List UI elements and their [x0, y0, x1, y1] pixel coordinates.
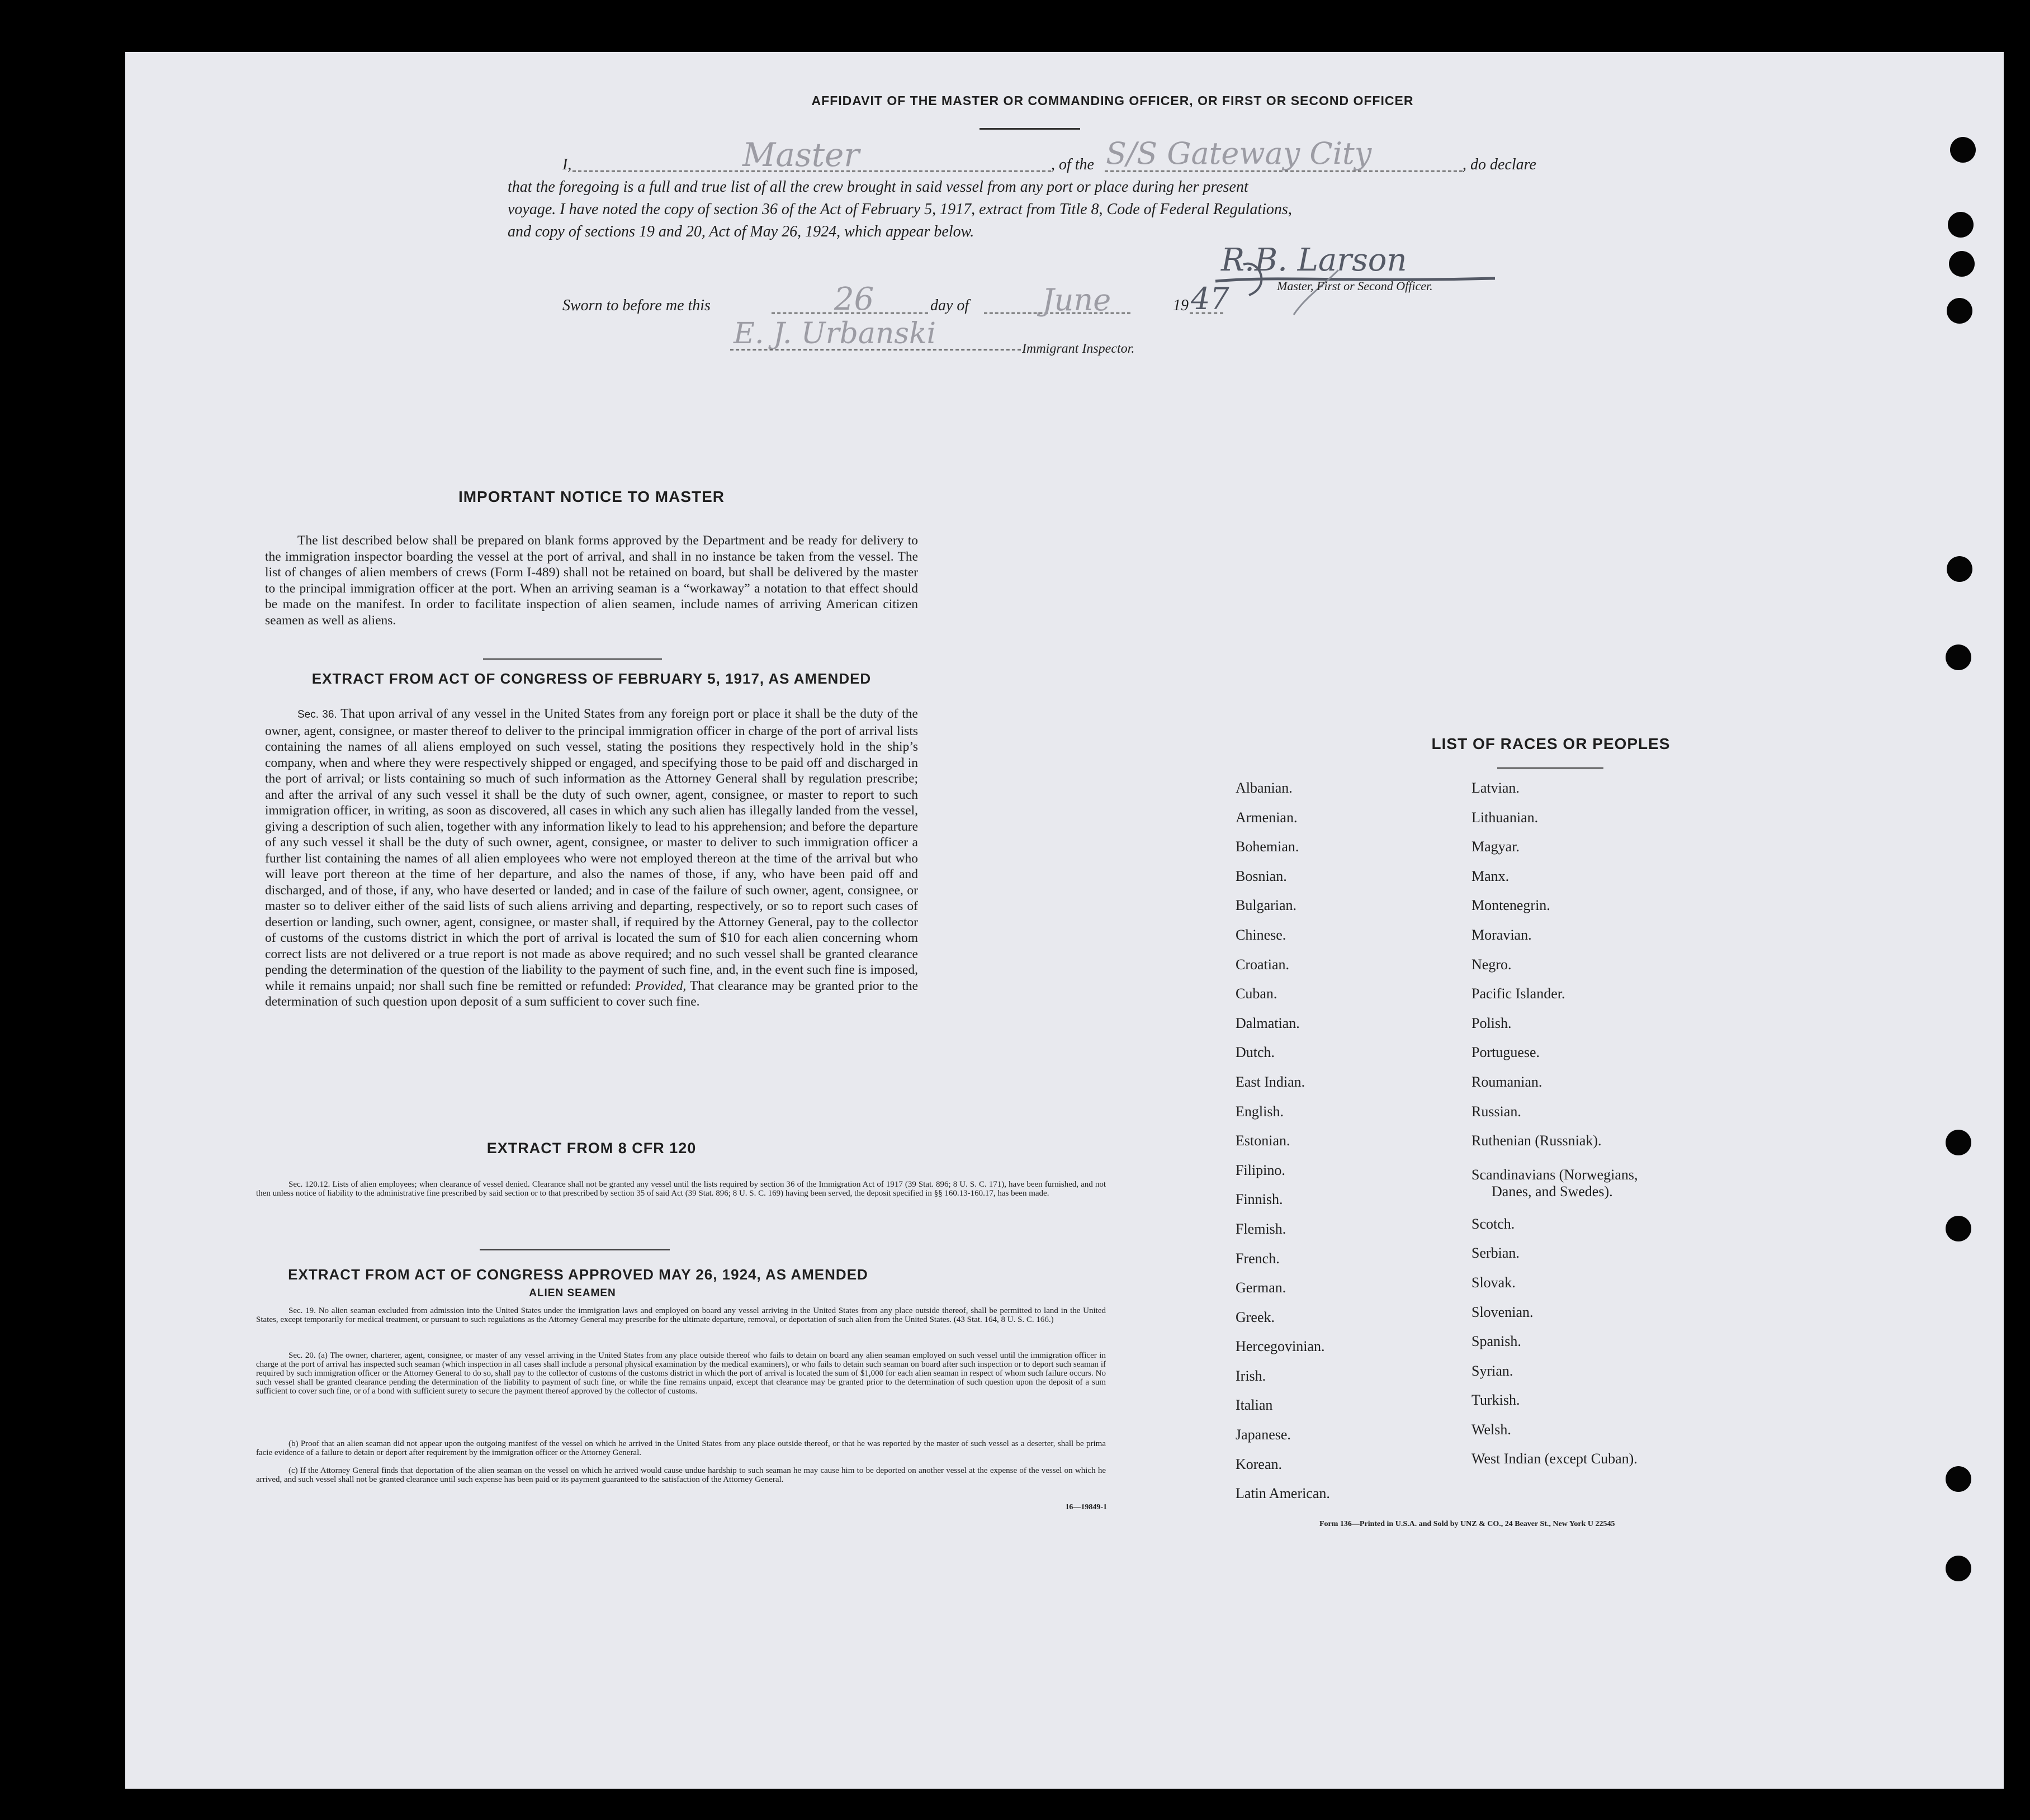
- cfr-body: Sec. 120.12. Lists of alien employees; when clearance of vessel denied. Clearance shall not be granted any vessel until the lists required by section 36 of the Immigration Act of 1917 (39 Stat. 896; 8 U. S. C. 171), have been furnished, and not then unless notice of liability to the administrative fine prescribed by said section or to that prescribed by section 35 of said Act (39 Stat. 896; 8 U. S. C. 169) having been served, the deposit specified in §§ 160.13-160.17, has been made.: [256, 1180, 1106, 1198]
- race-item: Syrian.: [1471, 1362, 1513, 1379]
- handwritten-day: 26: [834, 281, 874, 317]
- divider: [483, 658, 662, 660]
- form-code: 16—19849-1: [1065, 1503, 1107, 1511]
- race-item: Armenian.: [1236, 809, 1298, 826]
- sec-20a-body: Sec. 20. (a) The owner, charterer, agent, consignee, or master of any vessel arriving in the United States from any place outside thereof who fails to detain on board any alien seaman employed on such vessel until the immigration officer in charge at the port of arrival has inspected such seaman (which inspection in all cases shall include a personal physical examination by the medical examiners), or who fails to detain such seaman on board after such inspection or to deport such seaman if required by such immigration officer or the Attorney General to do so, shall pay to the collector of customs of the customs district in which the port of arrival is located the sum of $1,000 for each alien seaman in respect of whom such failure occurs. No such vessel shall be granted clearance pending the determination of the liability to payment of such fine, or while the fine remains unpaid, except that clearance may be granted prior to the determination of such question upon the deposit of a sum sufficient to cover such fine, or of a bond with sufficient surety to secure the payment thereof approved by the collector of customs.: [256, 1351, 1106, 1396]
- provided-label: Provided,: [635, 978, 687, 993]
- race-item: German.: [1236, 1279, 1286, 1296]
- inspector-field: [730, 349, 1021, 350]
- affidavit-line-4: and copy of sections 19 and 20, Act of May 26, 1924, which appear below.: [508, 223, 974, 240]
- race-item: Roumanian.: [1471, 1073, 1542, 1090]
- scandinavians-line-1: Scandinavians (Norwegians,: [1471, 1166, 1638, 1183]
- races-title: LIST OF RACES OR PEOPLES: [1431, 735, 1671, 752]
- handwritten-master: Master: [742, 136, 860, 174]
- race-item: East Indian.: [1236, 1073, 1305, 1090]
- printer-footer: Form 136—Printed in U.S.A. and Sold by UNZ & CO., 24 Beaver St., New York U 22545: [1319, 1520, 1615, 1528]
- race-item: Bosnian.: [1236, 868, 1287, 884]
- race-item: Finnish.: [1236, 1191, 1283, 1208]
- punch-hole: [1946, 1466, 1971, 1492]
- race-item: Montenegrin.: [1471, 897, 1550, 914]
- sec-36-text-a: That upon arrival of any vessel in the United States from any foreign port or place it shall be the duty of the owner, agent, consignee, or master thereof to deliver to the principal immigration officer in charge of the port of arrival lists containing the names of all aliens employed on such vessel, stating the positions they respectively hold in the ship’s company, when and where they were respectively shipped or engaged, and specifying those to be paid off and discharged in the port of arrival; or lists containing so much of such information as the Attorney General shall by regulation prescribe; and after the arrival of any such vessel it shall be the duty of such owner, agent, consignee, or master to report to such immigration officer, in writing, as soon as discovered, all cases in which any such alien has illegally landed from the vessel, giving a description of such alien, together with any information likely to lead to his apprehension; and before the departure of any such vessel it shall be the duty of such owner, agent, consignee, or master to deliver to such immigration officer a further list containing the names of all alien employees who were not employed thereon at the time of the arrival but who will leave port thereon at the time of her departure, and also the names of those, if any, who have been paid off and discharged, and of those, if any, who have deserted or landed; and in case of the failure of such owner, agent, consignee, or master so to deliver either of the said lists of such aliens arriving and departing, respectively, or so to report such cases of desertion or landing, such owner, agent, consignee, or master shall, if required by the Attorney General, pay to the collector of customs of the customs district in which the port of arrival is located the sum of $10 for each alien concerning whom correct lists are not delivered or a true report is not made as above required; and no such vessel shall be granted clearance pending the determination of the question of the liability to the payment of such fine, and, in the event such fine is imposed, while it remains unpaid; nor shall such fine be remitted or refunded:: [265, 707, 918, 993]
- divider: [979, 128, 1080, 130]
- officer-caption: Master, First or Second Officer.: [1277, 279, 1433, 293]
- race-item: Russian.: [1471, 1103, 1521, 1120]
- race-item: Ruthenian (Russniak).: [1471, 1132, 1602, 1149]
- race-item: French.: [1236, 1250, 1280, 1267]
- handwritten-year: 47: [1191, 281, 1229, 316]
- race-item-scandinavians: [1471, 1162, 1638, 1216]
- race-item: Lithuanian.: [1471, 809, 1539, 826]
- race-item: Serbian.: [1471, 1245, 1520, 1262]
- race-item: Korean.: [1236, 1456, 1283, 1472]
- notice-title: IMPORTANT NOTICE TO MASTER: [458, 488, 725, 505]
- scandinavians-line-2: Danes, and Swedes).: [1492, 1183, 1613, 1200]
- race-item: Japanese.: [1236, 1426, 1291, 1443]
- punch-hole: [1948, 212, 1974, 238]
- race-item: Greek.: [1236, 1309, 1275, 1325]
- race-item: Pacific Islander.: [1471, 985, 1565, 1002]
- document-sheet: [125, 52, 2004, 1789]
- race-item: Manx.: [1471, 868, 1510, 884]
- handwritten-month: June: [1042, 282, 1111, 317]
- day-of-label: day of: [930, 297, 969, 314]
- punch-hole: [1947, 298, 1972, 324]
- sec-19-body: Sec. 19. No alien seaman excluded from admission into the United States under the immigration laws and employed on board any vessel arriving in the United States from any place outside thereof, shall be permitted to land in the United States, except temporarily for medical treatment, or pursuant to such regulations as the Attorney General may prescribe for the ultimate departure, removal, or deportation of such alien from the United States. (43 Stat. 164, 8 U. S. C. 166.): [256, 1306, 1106, 1324]
- divider: [1497, 767, 1603, 769]
- race-item: Filipino.: [1236, 1162, 1285, 1178]
- race-item: Latin American.: [1236, 1485, 1330, 1502]
- handwritten-vessel-name: S/S Gateway City: [1106, 136, 1372, 171]
- cfr-title: EXTRACT FROM 8 CFR 120: [486, 1140, 697, 1157]
- races-col-1: [1236, 780, 1330, 1515]
- affidavit-line-3: voyage. I have noted the copy of section 36 of the Act of February 5, 1917, extract from Title 8, Code of Federal Regulations,: [508, 201, 1292, 218]
- race-item: Chinese.: [1236, 926, 1286, 943]
- extract-1924-title: EXTRACT FROM ACT OF CONGRESS APPROVED MAY 26, 1924, AS AMENDED: [288, 1266, 868, 1283]
- race-item: Albanian.: [1236, 780, 1293, 796]
- race-item: Bulgarian.: [1236, 897, 1297, 914]
- affidavit-i-label: I,: [562, 156, 572, 173]
- notice-body: The list described below shall be prepared on blank forms approved by the Department and be ready for delivery to the immigration inspector boarding the vessel at the port of arrival, and shall in no instance be taken from the vessel. The list of changes of alien members of crews (Form I-489) shall not be retained on board, but shall be delivered by the master to the principal immigration officer at the port. When an arriving seaman is a “workaway” a notation to that effect should be made on the manifest. In order to facilitate inspection of alien seamen, include names of arriving American citizen seamen as well as aliens.: [265, 533, 918, 628]
- race-item: Cuban.: [1236, 985, 1277, 1002]
- punch-hole: [1949, 251, 1975, 277]
- race-item: Slovak.: [1471, 1274, 1516, 1291]
- race-item: Moravian.: [1471, 926, 1532, 943]
- race-item: Dalmatian.: [1236, 1015, 1300, 1031]
- race-item: Portuguese.: [1471, 1044, 1540, 1061]
- race-item: Estonian.: [1236, 1132, 1290, 1149]
- divider: [480, 1249, 670, 1250]
- affidavit-do-declare: , do declare: [1463, 156, 1536, 173]
- punch-hole: [1947, 556, 1972, 582]
- races-col-2: [1471, 780, 1638, 1480]
- race-item: Slovenian.: [1471, 1304, 1534, 1320]
- race-item: Croatian.: [1236, 956, 1290, 973]
- sworn-label: Sworn to before me this: [562, 297, 711, 314]
- race-item: Turkish.: [1471, 1392, 1520, 1409]
- punch-hole: [1946, 1556, 1971, 1581]
- race-item: Welsh.: [1471, 1421, 1511, 1438]
- race-item: English.: [1236, 1103, 1284, 1120]
- alien-seamen-subtitle: ALIEN SEAMEN: [529, 1287, 616, 1299]
- sec-36-text-b: That clearance may be granted prior to the determination of such question upon deposit of a sum sufficient to cover such fine.: [265, 978, 919, 1009]
- race-item: West Indian (except Cuban).: [1471, 1451, 1638, 1467]
- race-item: Polish.: [1471, 1015, 1512, 1031]
- race-item: Magyar.: [1471, 838, 1520, 855]
- inspector-caption: Immigrant Inspector.: [1022, 342, 1135, 356]
- punch-hole: [1946, 1216, 1971, 1241]
- affidavit-title: AFFIDAVIT OF THE MASTER OR COMMANDING OFFICER, OR FIRST OR SECOND OFFICER: [811, 93, 1414, 108]
- race-item: Flemish.: [1236, 1220, 1286, 1237]
- race-item: Spanish.: [1471, 1333, 1521, 1350]
- punch-hole: [1946, 644, 1971, 670]
- sec-36-label: Sec. 36.: [297, 709, 337, 721]
- race-item: Hercegovinian.: [1236, 1338, 1325, 1355]
- sec-20c-body: (c) If the Attorney General finds that deportation of the alien seaman on the vessel on which he arrived would cause undue hardship to such seaman he may cause him to be deported on another vessel at the expense of the vessel on which he arrived, and such vessel shall not be granted clearance until such expense has been paid or its payment guaranteed to the satisfaction of the Attorney General.: [256, 1466, 1106, 1484]
- race-item: Scotch.: [1471, 1215, 1515, 1232]
- extract-1917-title: EXTRACT FROM ACT OF CONGRESS OF FEBRUARY 5, 1917, AS AMENDED: [311, 670, 872, 687]
- race-item: Irish.: [1236, 1367, 1266, 1384]
- race-item: Negro.: [1471, 956, 1512, 973]
- extract-1917-body: [265, 706, 918, 1010]
- punch-hole: [1950, 137, 1976, 163]
- officer-signature: R.B. Larson: [1221, 242, 1407, 278]
- inspector-signature: E. J. Urbanski: [734, 317, 936, 350]
- year-prefix: 19: [1173, 297, 1189, 314]
- race-item: Bohemian.: [1236, 838, 1299, 855]
- race-item: Latvian.: [1471, 780, 1520, 796]
- race-item: Dutch.: [1236, 1044, 1275, 1061]
- affidavit-of-the: , of the: [1051, 156, 1094, 173]
- punch-hole: [1946, 1130, 1971, 1155]
- race-item: Italian: [1236, 1397, 1273, 1414]
- sec-20b-body: (b) Proof that an alien seaman did not appear upon the outgoing manifest of the vessel on which he arrived in the United States from any place outside thereof, or that he was reported by the master of such vessel as a deserter, shall be prima facie evidence of a failure to detain or deport after requirement by the immigration officer or the Attorney General.: [256, 1439, 1106, 1457]
- affidavit-line-2: that the foregoing is a full and true list of all the crew brought in said vessel from any port or place during her present: [508, 178, 1248, 196]
